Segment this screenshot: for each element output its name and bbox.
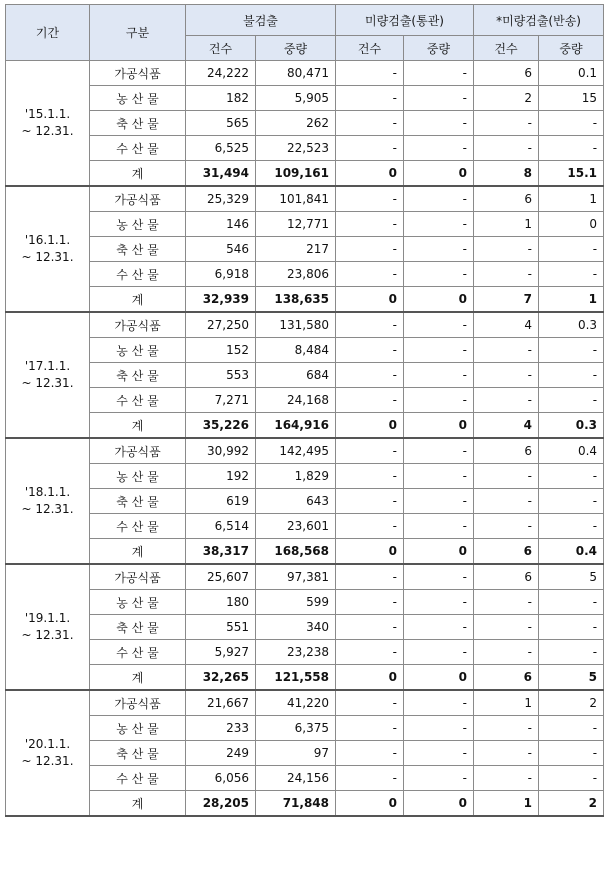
category-cell: 계 bbox=[90, 539, 186, 565]
returned-count-cell: 6 bbox=[474, 186, 539, 212]
category-cell: 수 산 물 bbox=[90, 388, 186, 413]
returned-count-cell: - bbox=[474, 388, 539, 413]
table-row bbox=[6, 237, 604, 262]
cleared-weight-cell: 0 bbox=[404, 539, 474, 565]
rejected-count-cell: 32,265 bbox=[186, 665, 256, 691]
rejected-weight-cell: 109,161 bbox=[256, 161, 336, 187]
table-row bbox=[6, 186, 604, 212]
rejected-weight-cell: 80,471 bbox=[256, 61, 336, 86]
category-cell: 농 산 물 bbox=[90, 464, 186, 489]
returned-weight-cell: 0.1 bbox=[539, 61, 604, 86]
returned-weight-cell: 2 bbox=[539, 690, 604, 716]
table-row bbox=[6, 690, 604, 716]
table-row bbox=[6, 716, 604, 741]
rejected-weight-cell: 8,484 bbox=[256, 338, 336, 363]
cleared-weight-cell: - bbox=[404, 388, 474, 413]
total-row bbox=[6, 539, 604, 565]
returned-count-cell: - bbox=[474, 741, 539, 766]
period-start: '20.1.1. bbox=[24, 737, 71, 751]
cleared-weight-cell: 0 bbox=[404, 665, 474, 691]
rejected-count-cell: 28,205 bbox=[186, 791, 256, 817]
cleared-count-cell: - bbox=[336, 212, 404, 237]
rejected-count-cell: 619 bbox=[186, 489, 256, 514]
returned-weight-cell: - bbox=[539, 136, 604, 161]
table-row bbox=[6, 262, 604, 287]
period-start: '17.1.1. bbox=[24, 359, 71, 373]
returned-weight-cell: - bbox=[539, 262, 604, 287]
rejected-count-cell: 6,514 bbox=[186, 514, 256, 539]
header-trace-cleared: 미량검출(통관) bbox=[336, 5, 474, 36]
cleared-weight-cell: - bbox=[404, 363, 474, 388]
category-cell: 축 산 물 bbox=[90, 111, 186, 136]
header-trace-returned: *미량검출(반송) bbox=[474, 5, 604, 36]
subheader-weight: 중량 bbox=[539, 36, 604, 61]
rejected-weight-cell: 164,916 bbox=[256, 413, 336, 439]
total-row bbox=[6, 665, 604, 691]
returned-count-cell: 6 bbox=[474, 539, 539, 565]
rejected-count-cell: 565 bbox=[186, 111, 256, 136]
cleared-count-cell: - bbox=[336, 363, 404, 388]
rejected-weight-cell: 1,829 bbox=[256, 464, 336, 489]
rejected-weight-cell: 97,381 bbox=[256, 564, 336, 590]
category-cell: 축 산 물 bbox=[90, 363, 186, 388]
returned-count-cell: - bbox=[474, 590, 539, 615]
returned-count-cell: - bbox=[474, 464, 539, 489]
cleared-count-cell: 0 bbox=[336, 791, 404, 817]
returned-count-cell: - bbox=[474, 766, 539, 791]
cleared-weight-cell: - bbox=[404, 237, 474, 262]
returned-count-cell: 1 bbox=[474, 690, 539, 716]
returned-count-cell: - bbox=[474, 111, 539, 136]
period-start: '16.1.1. bbox=[24, 233, 71, 247]
returned-weight-cell: - bbox=[539, 338, 604, 363]
category-cell: 가공식품 bbox=[90, 186, 186, 212]
cleared-weight-cell: - bbox=[404, 438, 474, 464]
returned-weight-cell: 0.3 bbox=[539, 312, 604, 338]
total-row bbox=[6, 791, 604, 817]
table-row bbox=[6, 86, 604, 111]
table-row bbox=[6, 338, 604, 363]
returned-weight-cell: - bbox=[539, 464, 604, 489]
cleared-count-cell: - bbox=[336, 312, 404, 338]
rejected-weight-cell: 23,238 bbox=[256, 640, 336, 665]
cleared-weight-cell: - bbox=[404, 489, 474, 514]
period-end: ~ 12.31. bbox=[21, 376, 74, 390]
rejected-weight-cell: 131,580 bbox=[256, 312, 336, 338]
cleared-count-cell: - bbox=[336, 464, 404, 489]
category-cell: 농 산 물 bbox=[90, 86, 186, 111]
category-cell: 농 산 물 bbox=[90, 716, 186, 741]
cleared-count-cell: 0 bbox=[336, 665, 404, 691]
returned-count-cell: - bbox=[474, 514, 539, 539]
returned-count-cell: - bbox=[474, 262, 539, 287]
category-cell: 축 산 물 bbox=[90, 615, 186, 640]
cleared-count-cell: - bbox=[336, 136, 404, 161]
category-cell: 계 bbox=[90, 791, 186, 817]
cleared-weight-cell: 0 bbox=[404, 791, 474, 817]
returned-count-cell: - bbox=[474, 615, 539, 640]
returned-weight-cell: 5 bbox=[539, 665, 604, 691]
returned-weight-cell: - bbox=[539, 590, 604, 615]
rejected-weight-cell: 23,806 bbox=[256, 262, 336, 287]
cleared-count-cell: - bbox=[336, 716, 404, 741]
rejected-weight-cell: 24,156 bbox=[256, 766, 336, 791]
subheader-count: 건수 bbox=[336, 36, 404, 61]
cleared-count-cell: - bbox=[336, 438, 404, 464]
cleared-count-cell: - bbox=[336, 388, 404, 413]
rejected-count-cell: 25,329 bbox=[186, 186, 256, 212]
rejected-weight-cell: 340 bbox=[256, 615, 336, 640]
category-cell: 축 산 물 bbox=[90, 237, 186, 262]
table-row bbox=[6, 136, 604, 161]
cleared-count-cell: - bbox=[336, 741, 404, 766]
returned-count-cell: - bbox=[474, 489, 539, 514]
category-cell: 농 산 물 bbox=[90, 212, 186, 237]
returned-weight-cell: 5 bbox=[539, 564, 604, 590]
rejected-count-cell: 24,222 bbox=[186, 61, 256, 86]
cleared-weight-cell: - bbox=[404, 212, 474, 237]
rejected-count-cell: 182 bbox=[186, 86, 256, 111]
cleared-weight-cell: - bbox=[404, 514, 474, 539]
returned-count-cell: 1 bbox=[474, 791, 539, 817]
table-row bbox=[6, 212, 604, 237]
cleared-count-cell: - bbox=[336, 640, 404, 665]
cleared-count-cell: 0 bbox=[336, 287, 404, 313]
category-cell: 축 산 물 bbox=[90, 741, 186, 766]
period-end: ~ 12.31. bbox=[21, 754, 74, 768]
category-cell: 가공식품 bbox=[90, 690, 186, 716]
cleared-weight-cell: - bbox=[404, 590, 474, 615]
cleared-weight-cell: 0 bbox=[404, 413, 474, 439]
returned-count-cell: 7 bbox=[474, 287, 539, 313]
cleared-count-cell: 0 bbox=[336, 413, 404, 439]
rejected-weight-cell: 217 bbox=[256, 237, 336, 262]
category-cell: 농 산 물 bbox=[90, 338, 186, 363]
total-row bbox=[6, 287, 604, 313]
cleared-count-cell: - bbox=[336, 590, 404, 615]
table-row bbox=[6, 363, 604, 388]
returned-weight-cell: - bbox=[539, 489, 604, 514]
cleared-weight-cell: - bbox=[404, 741, 474, 766]
rejected-count-cell: 35,226 bbox=[186, 413, 256, 439]
returned-weight-cell: 0 bbox=[539, 212, 604, 237]
cleared-weight-cell: - bbox=[404, 716, 474, 741]
returned-weight-cell: - bbox=[539, 111, 604, 136]
cleared-weight-cell: 0 bbox=[404, 161, 474, 187]
returned-weight-cell: 2 bbox=[539, 791, 604, 817]
category-cell: 가공식품 bbox=[90, 312, 186, 338]
table-row bbox=[6, 464, 604, 489]
rejected-weight-cell: 5,905 bbox=[256, 86, 336, 111]
rejected-count-cell: 146 bbox=[186, 212, 256, 237]
table-row bbox=[6, 111, 604, 136]
header-period: 기간 bbox=[6, 5, 90, 61]
cleared-count-cell: 0 bbox=[336, 539, 404, 565]
rejected-count-cell: 6,525 bbox=[186, 136, 256, 161]
returned-weight-cell: - bbox=[539, 640, 604, 665]
rejected-weight-cell: 71,848 bbox=[256, 791, 336, 817]
subheader-weight: 중량 bbox=[404, 36, 474, 61]
header-rejected: 불검출 bbox=[186, 5, 336, 36]
table-row bbox=[6, 61, 604, 86]
returned-count-cell: - bbox=[474, 363, 539, 388]
returned-weight-cell: - bbox=[539, 514, 604, 539]
rejected-weight-cell: 142,495 bbox=[256, 438, 336, 464]
table-row bbox=[6, 766, 604, 791]
period-cell bbox=[6, 690, 90, 816]
returned-count-cell: 4 bbox=[474, 413, 539, 439]
rejected-weight-cell: 22,523 bbox=[256, 136, 336, 161]
subheader-count: 건수 bbox=[474, 36, 539, 61]
period-cell bbox=[6, 186, 90, 312]
cleared-count-cell: - bbox=[336, 766, 404, 791]
rejected-count-cell: 38,317 bbox=[186, 539, 256, 565]
period-cell bbox=[6, 564, 90, 690]
returned-count-cell: 4 bbox=[474, 312, 539, 338]
header-category: 구분 bbox=[90, 5, 186, 61]
table-row bbox=[6, 489, 604, 514]
returned-count-cell: 6 bbox=[474, 438, 539, 464]
period-cell bbox=[6, 312, 90, 438]
cleared-weight-cell: - bbox=[404, 262, 474, 287]
cleared-weight-cell: - bbox=[404, 615, 474, 640]
rejected-count-cell: 6,056 bbox=[186, 766, 256, 791]
cleared-weight-cell: - bbox=[404, 564, 474, 590]
table-body bbox=[6, 61, 604, 817]
cleared-weight-cell: - bbox=[404, 136, 474, 161]
cleared-count-cell: - bbox=[336, 690, 404, 716]
rejected-weight-cell: 12,771 bbox=[256, 212, 336, 237]
total-row bbox=[6, 413, 604, 439]
cleared-weight-cell: - bbox=[404, 61, 474, 86]
cleared-count-cell: - bbox=[336, 514, 404, 539]
cleared-count-cell: - bbox=[336, 111, 404, 136]
rejected-count-cell: 546 bbox=[186, 237, 256, 262]
returned-count-cell: 1 bbox=[474, 212, 539, 237]
cleared-weight-cell: - bbox=[404, 690, 474, 716]
returned-weight-cell: 1 bbox=[539, 186, 604, 212]
cleared-count-cell: - bbox=[336, 262, 404, 287]
returned-weight-cell: 0.4 bbox=[539, 438, 604, 464]
returned-count-cell: 6 bbox=[474, 665, 539, 691]
rejected-weight-cell: 599 bbox=[256, 590, 336, 615]
inspection-results-table bbox=[5, 4, 604, 817]
returned-count-cell: 6 bbox=[474, 61, 539, 86]
category-cell: 가공식품 bbox=[90, 61, 186, 86]
cleared-count-cell: - bbox=[336, 61, 404, 86]
period-end: ~ 12.31. bbox=[21, 250, 74, 264]
category-cell: 계 bbox=[90, 665, 186, 691]
period-cell bbox=[6, 61, 90, 187]
category-cell: 수 산 물 bbox=[90, 136, 186, 161]
period-end: ~ 12.31. bbox=[21, 124, 74, 138]
rejected-count-cell: 5,927 bbox=[186, 640, 256, 665]
cleared-weight-cell: - bbox=[404, 111, 474, 136]
period-end: ~ 12.31. bbox=[21, 628, 74, 642]
cleared-weight-cell: - bbox=[404, 464, 474, 489]
rejected-count-cell: 31,494 bbox=[186, 161, 256, 187]
returned-count-cell: - bbox=[474, 237, 539, 262]
period-cell bbox=[6, 438, 90, 564]
returned-weight-cell: 15.1 bbox=[539, 161, 604, 187]
returned-weight-cell: - bbox=[539, 388, 604, 413]
returned-weight-cell: - bbox=[539, 363, 604, 388]
period-end: ~ 12.31. bbox=[21, 502, 74, 516]
cleared-weight-cell: - bbox=[404, 640, 474, 665]
returned-weight-cell: - bbox=[539, 716, 604, 741]
rejected-weight-cell: 24,168 bbox=[256, 388, 336, 413]
subheader-weight: 중량 bbox=[256, 36, 336, 61]
returned-weight-cell: 0.3 bbox=[539, 413, 604, 439]
rejected-count-cell: 30,992 bbox=[186, 438, 256, 464]
rejected-weight-cell: 6,375 bbox=[256, 716, 336, 741]
rejected-weight-cell: 101,841 bbox=[256, 186, 336, 212]
rejected-weight-cell: 684 bbox=[256, 363, 336, 388]
returned-count-cell: - bbox=[474, 716, 539, 741]
rejected-weight-cell: 97 bbox=[256, 741, 336, 766]
rejected-count-cell: 553 bbox=[186, 363, 256, 388]
category-cell: 계 bbox=[90, 287, 186, 313]
rejected-count-cell: 25,607 bbox=[186, 564, 256, 590]
rejected-count-cell: 233 bbox=[186, 716, 256, 741]
rejected-count-cell: 21,667 bbox=[186, 690, 256, 716]
rejected-weight-cell: 643 bbox=[256, 489, 336, 514]
rejected-count-cell: 32,939 bbox=[186, 287, 256, 313]
cleared-weight-cell: - bbox=[404, 338, 474, 363]
returned-weight-cell: - bbox=[539, 741, 604, 766]
rejected-weight-cell: 138,635 bbox=[256, 287, 336, 313]
rejected-count-cell: 152 bbox=[186, 338, 256, 363]
period-start: '19.1.1. bbox=[24, 611, 71, 625]
rejected-weight-cell: 41,220 bbox=[256, 690, 336, 716]
cleared-count-cell: - bbox=[336, 564, 404, 590]
table-header bbox=[6, 5, 604, 61]
rejected-weight-cell: 262 bbox=[256, 111, 336, 136]
category-cell: 수 산 물 bbox=[90, 766, 186, 791]
rejected-count-cell: 180 bbox=[186, 590, 256, 615]
rejected-count-cell: 192 bbox=[186, 464, 256, 489]
cleared-weight-cell: - bbox=[404, 312, 474, 338]
returned-count-cell: - bbox=[474, 338, 539, 363]
table-row bbox=[6, 388, 604, 413]
category-cell: 가공식품 bbox=[90, 438, 186, 464]
returned-weight-cell: - bbox=[539, 615, 604, 640]
cleared-count-cell: - bbox=[336, 86, 404, 111]
table-row bbox=[6, 438, 604, 464]
category-cell: 농 산 물 bbox=[90, 590, 186, 615]
returned-weight-cell: 1 bbox=[539, 287, 604, 313]
table-row bbox=[6, 741, 604, 766]
cleared-count-cell: - bbox=[336, 186, 404, 212]
rejected-weight-cell: 168,568 bbox=[256, 539, 336, 565]
returned-weight-cell: 0.4 bbox=[539, 539, 604, 565]
period-start: '15.1.1. bbox=[24, 107, 71, 121]
cleared-count-cell: - bbox=[336, 237, 404, 262]
table-row bbox=[6, 564, 604, 590]
category-cell: 계 bbox=[90, 413, 186, 439]
rejected-count-cell: 551 bbox=[186, 615, 256, 640]
rejected-weight-cell: 23,601 bbox=[256, 514, 336, 539]
cleared-weight-cell: - bbox=[404, 186, 474, 212]
cleared-count-cell: - bbox=[336, 615, 404, 640]
cleared-count-cell: 0 bbox=[336, 161, 404, 187]
cleared-weight-cell: - bbox=[404, 86, 474, 111]
returned-count-cell: 2 bbox=[474, 86, 539, 111]
returned-weight-cell: 15 bbox=[539, 86, 604, 111]
rejected-count-cell: 27,250 bbox=[186, 312, 256, 338]
rejected-count-cell: 249 bbox=[186, 741, 256, 766]
cleared-weight-cell: - bbox=[404, 766, 474, 791]
table-row bbox=[6, 514, 604, 539]
returned-count-cell: 6 bbox=[474, 564, 539, 590]
returned-count-cell: 8 bbox=[474, 161, 539, 187]
rejected-count-cell: 6,918 bbox=[186, 262, 256, 287]
subheader-count: 건수 bbox=[186, 36, 256, 61]
table-row bbox=[6, 640, 604, 665]
category-cell: 수 산 물 bbox=[90, 262, 186, 287]
cleared-count-cell: - bbox=[336, 338, 404, 363]
category-cell: 수 산 물 bbox=[90, 640, 186, 665]
category-cell: 가공식품 bbox=[90, 564, 186, 590]
cleared-weight-cell: 0 bbox=[404, 287, 474, 313]
rejected-weight-cell: 121,558 bbox=[256, 665, 336, 691]
table-row bbox=[6, 615, 604, 640]
returned-weight-cell: - bbox=[539, 237, 604, 262]
category-cell: 축 산 물 bbox=[90, 489, 186, 514]
category-cell: 수 산 물 bbox=[90, 514, 186, 539]
returned-weight-cell: - bbox=[539, 766, 604, 791]
period-start: '18.1.1. bbox=[24, 485, 71, 499]
category-cell: 계 bbox=[90, 161, 186, 187]
cleared-count-cell: - bbox=[336, 489, 404, 514]
table-row bbox=[6, 312, 604, 338]
total-row bbox=[6, 161, 604, 187]
table-row bbox=[6, 590, 604, 615]
returned-count-cell: - bbox=[474, 640, 539, 665]
rejected-count-cell: 7,271 bbox=[186, 388, 256, 413]
returned-count-cell: - bbox=[474, 136, 539, 161]
